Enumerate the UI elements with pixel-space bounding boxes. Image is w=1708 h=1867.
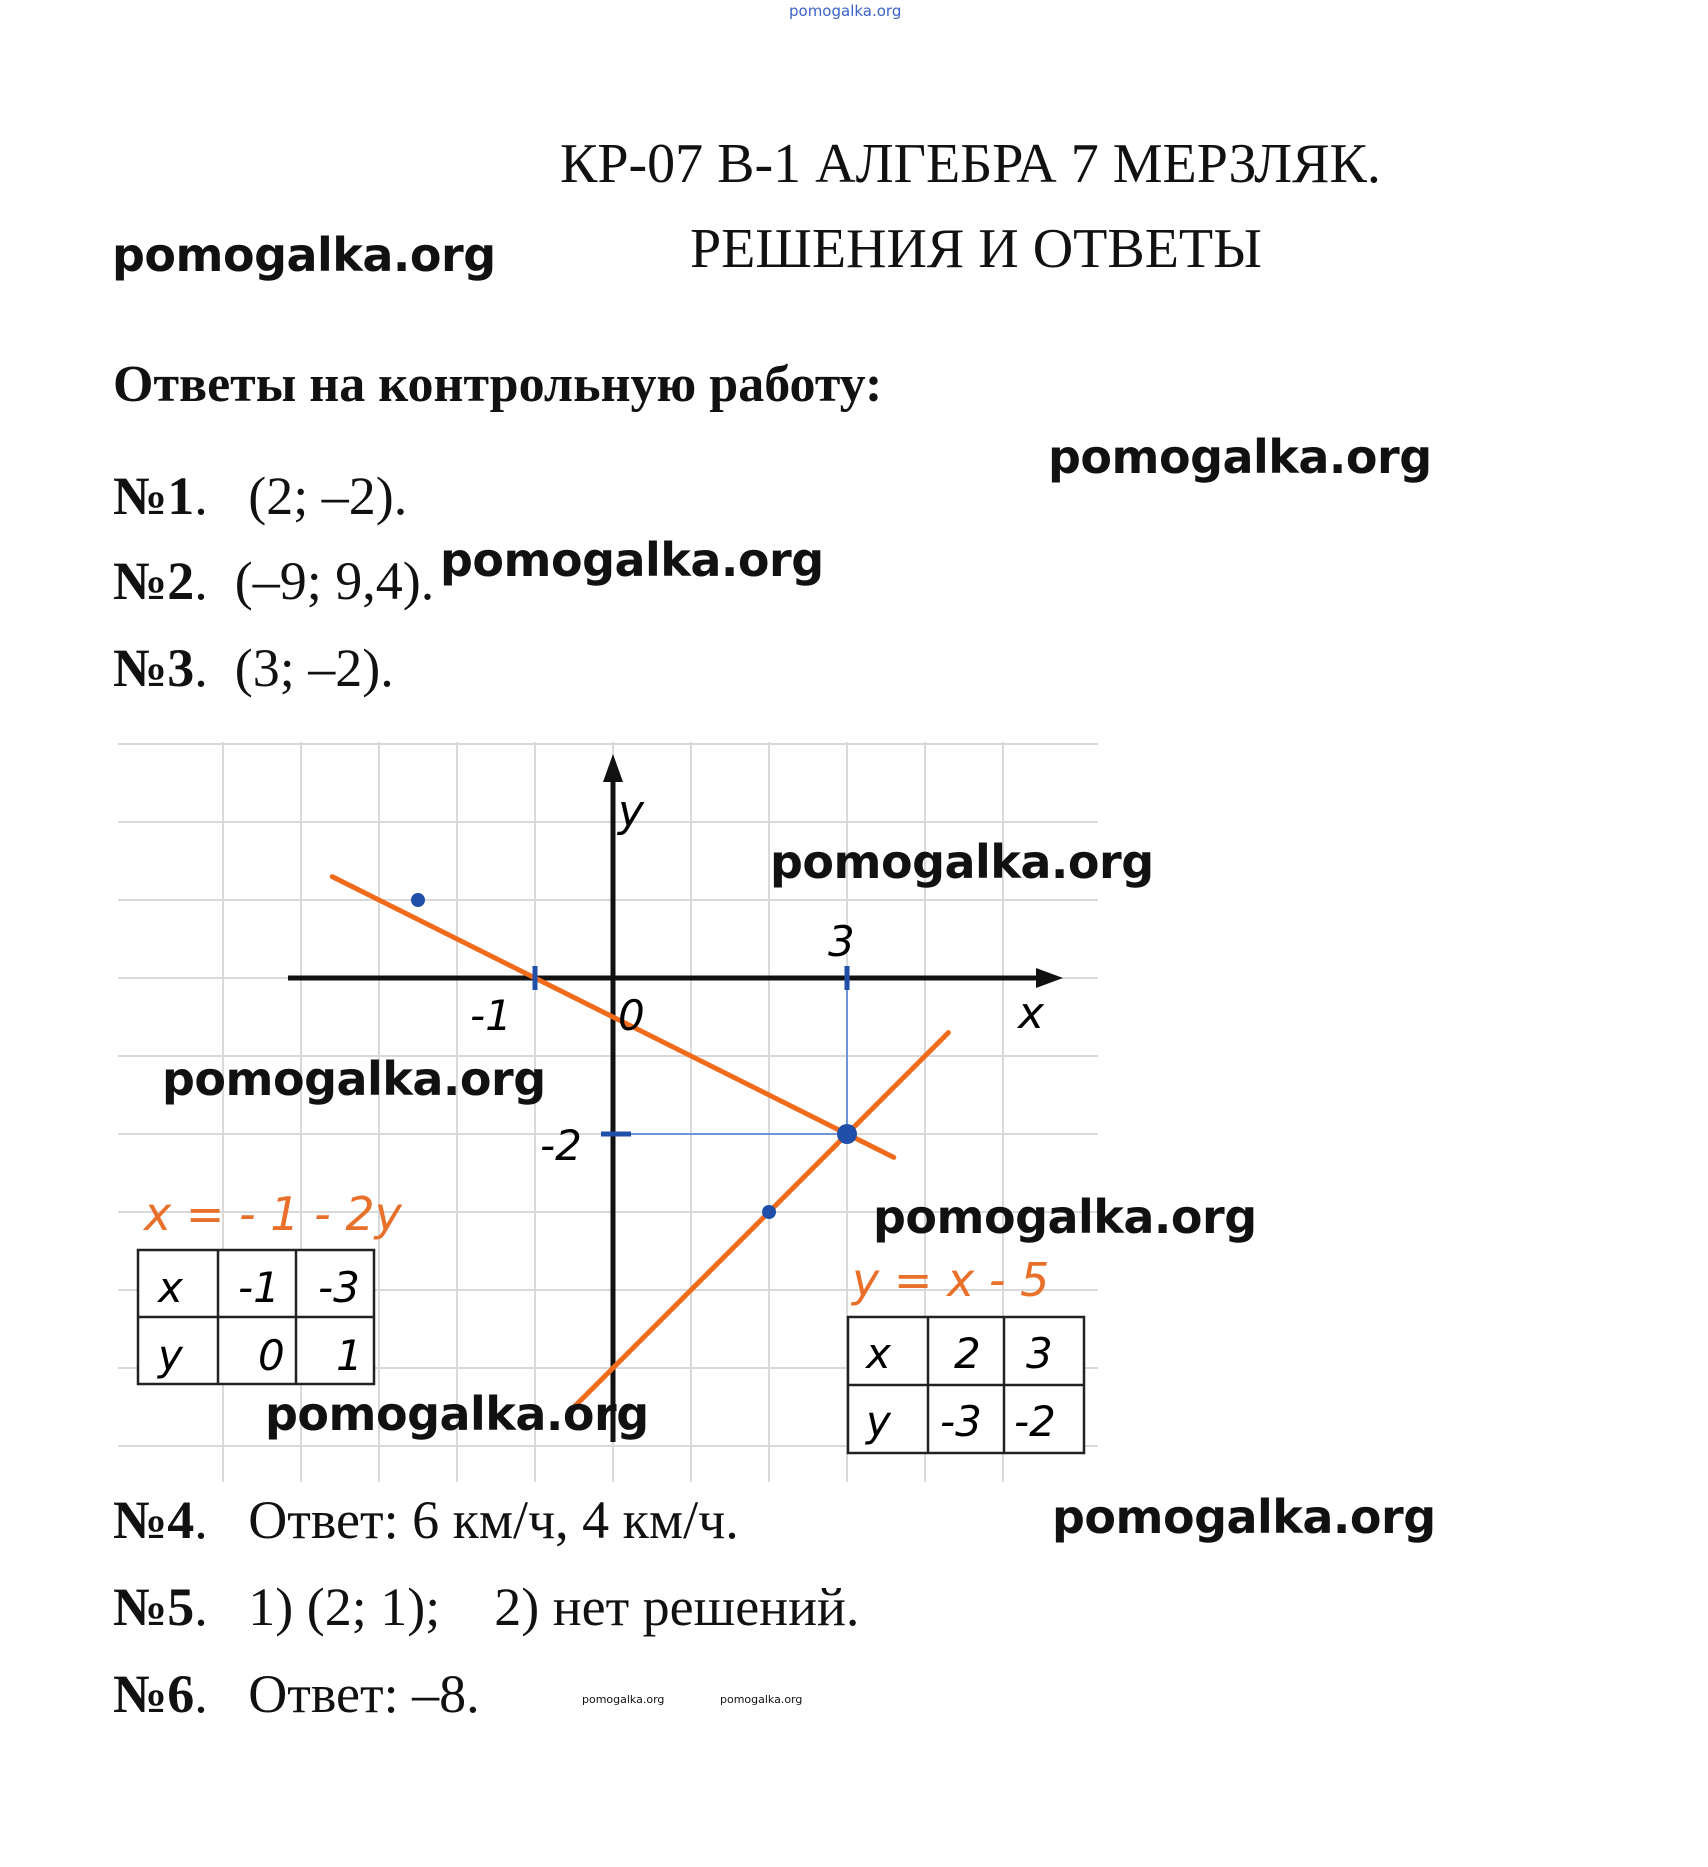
answer-number: №4 [113,1490,195,1550]
table2-cell: 2 [954,1329,981,1378]
title-line-2: РЕШЕНИЯ И ОТВЕТЫ [690,218,1262,280]
tick-label-origin: 0 [618,991,645,1040]
table1-x-header: x [158,1263,183,1312]
watermark: pomogalka.org [440,533,824,587]
tick-label-neg1: -1 [470,991,512,1040]
table1-cell: -3 [318,1263,360,1312]
point-line2 [762,1205,776,1219]
table1-cell: 1 [336,1331,363,1380]
tick-label-neg2: -2 [540,1121,582,1170]
answer-4: №4. Ответ: 6 км/ч, 4 км/ч. [113,1490,739,1550]
watermark: pomogalka.org [1052,1490,1436,1544]
table1-y-header: y [158,1331,183,1380]
watermark: pomogalka.org [162,1052,546,1106]
watermark: pomogalka.org [770,835,1154,889]
answer-text: (3; –2). [234,638,394,698]
intersection-point [837,1124,857,1144]
answer-6: №6. Ответ: –8. [113,1664,480,1724]
answer-text: (–9; 9,4). [234,551,435,611]
title-line-1: КР-07 В-1 АЛГЕБРА 7 МЕРЗЛЯК. [560,133,1381,195]
answer-text: 1) (2; 1); 2) нет решений. [248,1577,860,1637]
answer-text: Ответ: 6 км/ч, 4 км/ч. [248,1490,739,1550]
answer-number: №6 [113,1664,195,1724]
table2-cell: -3 [940,1397,982,1446]
watermark-top: pomogalka.org [789,2,902,20]
answers-heading: Ответы на контрольную работу: [113,356,883,413]
y-axis-arrow [603,754,623,782]
tick-label-3: 3 [828,917,855,966]
answer-number: №5 [113,1577,195,1637]
equation-line2: y = x - 5 [852,1253,1050,1307]
watermark: pomogalka.org [112,228,496,282]
x-axis-label: x [1018,988,1045,1039]
y-axis-label: y [618,786,645,837]
table2-cell: 3 [1026,1329,1053,1378]
table1-cell: -1 [238,1263,280,1312]
answer-text: (2; –2). [248,466,408,526]
table2-y-header: y [866,1397,891,1446]
watermark: pomogalka.org [873,1190,1257,1244]
table2-cell: -2 [1014,1397,1056,1446]
watermark-tiny: pomogalka.org [582,1693,665,1706]
watermark-tiny: pomogalka.org [720,1693,803,1706]
answer-1: №1. (2; –2). [113,466,408,526]
answer-text: Ответ: –8. [248,1664,480,1724]
answer-2: №2. (–9; 9,4). [113,551,435,611]
x-axis-arrow [1036,968,1063,988]
watermark: pomogalka.org [1048,430,1432,484]
table2-x-header: x [866,1329,891,1378]
answer-5: №5. 1) (2; 1); 2) нет решений. [113,1577,860,1637]
answer-3: №3. (3; –2). [113,638,394,698]
answer-number: №2 [113,551,195,611]
answer-number: №3 [113,638,195,698]
point-line1 [411,893,425,907]
watermark: pomogalka.org [265,1387,649,1441]
table1-cell: 0 [258,1331,285,1380]
equation-line1: x = - 1 - 2y [144,1187,402,1241]
answer-number: №1 [113,466,195,526]
